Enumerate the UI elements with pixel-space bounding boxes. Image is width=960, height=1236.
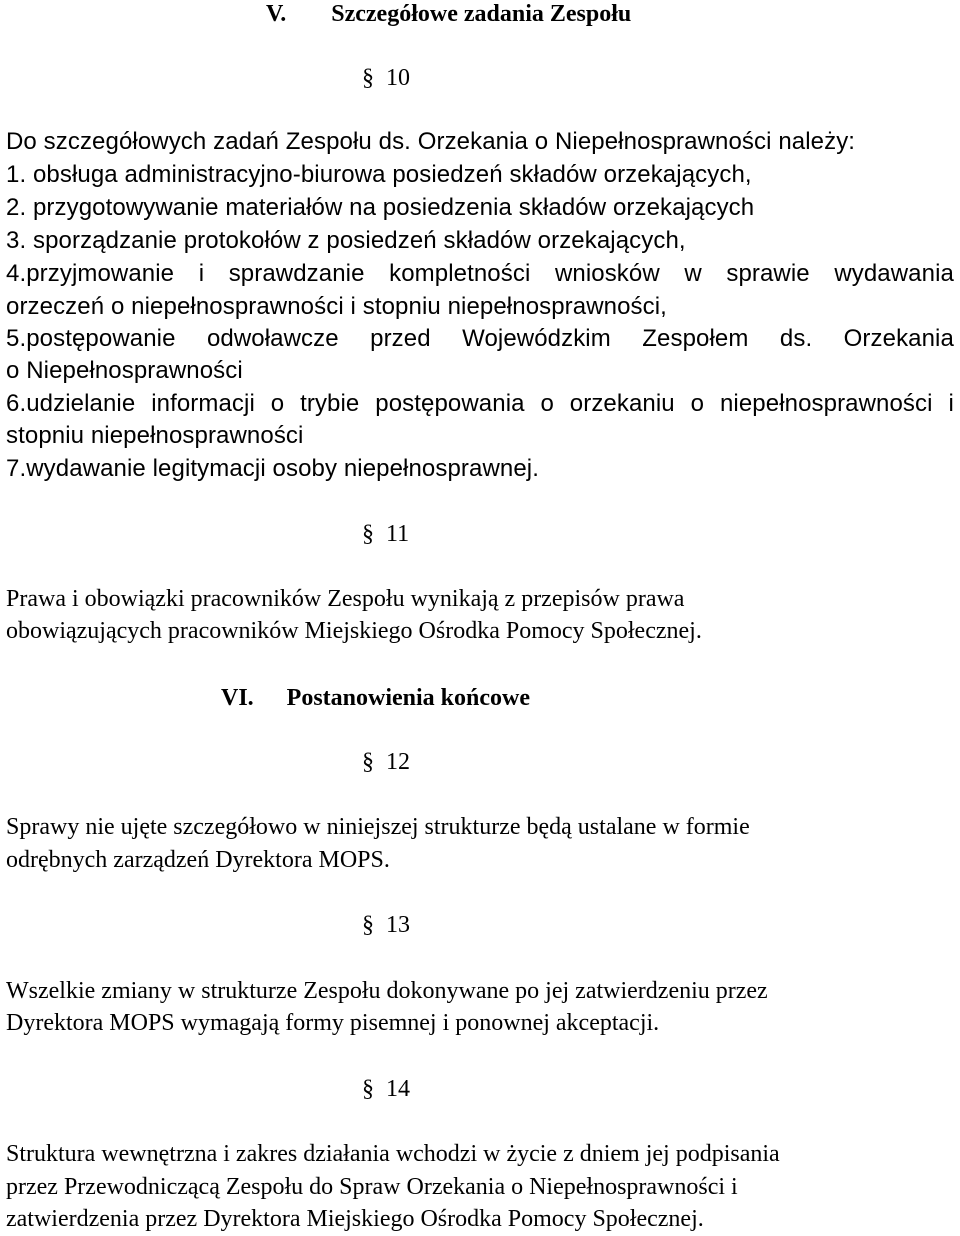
- paragraph-14-line-2: przez Przewodniczącą Zespołu do Spraw Orzekania o Niepełnosprawności i: [6, 1174, 738, 1200]
- word: w: [684, 260, 702, 287]
- word: 6.udzielanie: [6, 390, 136, 417]
- section-sign-icon: §: [362, 749, 374, 775]
- paragraph-13-marker: [362, 911, 410, 939]
- section-6-number: VI.: [221, 685, 254, 711]
- word: sprawie: [726, 260, 810, 287]
- paragraph-10-number: 10: [386, 65, 410, 91]
- paragraph-14-line-3: zatwierdzenia przez Dyrektora Miejskiego Ośrodka Pomocy Społecznej.: [6, 1206, 704, 1232]
- section-5-title: Szczegółowe zadania Zespołu: [331, 1, 632, 27]
- section-sign-icon: §: [362, 912, 374, 938]
- list-item-4-line-2: orzeczeń o niepełnosprawności i stopniu niepełnosprawności,: [6, 293, 667, 320]
- list-item-6-line-2: stopniu niepełnosprawności: [6, 422, 304, 449]
- paragraph-13-line-1: Wszelkie zmiany w strukturze Zespołu dokonywane po jej zatwierdzeniu przez: [6, 978, 768, 1004]
- word: i: [948, 390, 954, 417]
- paragraph-12-marker: [362, 748, 410, 776]
- paragraph-14-marker: [362, 1075, 410, 1103]
- paragraph-13-number: 13: [386, 912, 410, 938]
- list-item-7: 7.wydawanie legitymacji osoby niepełnosprawnej.: [6, 455, 539, 482]
- word: wydawania: [834, 260, 954, 287]
- paragraph-13-line-2: Dyrektora MOPS wymagają formy pisemnej i ponownej akceptacji.: [6, 1010, 660, 1036]
- word: Wojewódzkim: [462, 325, 611, 352]
- paragraph-12-line-2: odrębnych zarządzeń Dyrektora MOPS.: [6, 847, 390, 873]
- list-item-4-line-1: [6, 260, 954, 288]
- section-sign-icon: §: [362, 65, 374, 91]
- section-6-title: Postanowienia końcowe: [286, 685, 531, 711]
- word: odwoławcze: [206, 325, 339, 352]
- paragraph-12-line-1: Sprawy nie ujęte szczegółowo w niniejszej strukturze będą ustalane w formie: [6, 814, 750, 840]
- list-item-6-line-1: [6, 390, 954, 418]
- paragraph-10-marker: [362, 64, 410, 92]
- word: informacji: [151, 390, 255, 417]
- paragraph-11-marker: [362, 520, 409, 548]
- paragraph-11-line-2: obowiązujących pracowników Miejskiego Ośrodka Pomocy Społecznej.: [6, 618, 702, 644]
- word: postępowania: [375, 390, 525, 417]
- list-item-1: 1. obsługa administracyjno-biurowa posiedzeń składów orzekających,: [6, 161, 752, 188]
- section-6-heading: [221, 684, 530, 712]
- word: przed: [370, 325, 431, 352]
- paragraph-14-number: 14: [386, 1076, 410, 1102]
- section-sign-icon: §: [362, 521, 374, 547]
- paragraph-11-line-1: Prawa i obowiązki pracowników Zespołu wynikają z przepisów prawa: [6, 586, 685, 612]
- word: i: [198, 260, 205, 287]
- word: 5.postępowanie: [6, 325, 176, 352]
- word: orzekaniu: [569, 390, 675, 417]
- word: Zespołem: [642, 325, 749, 352]
- section-sign-icon: §: [362, 1076, 374, 1102]
- list-item-5-line-2: o Niepełnosprawności: [6, 357, 243, 384]
- word: wniosków: [554, 260, 660, 287]
- word: ds.: [779, 325, 813, 352]
- paragraph-14-line-1: Struktura wewnętrzna i zakres działania wchodzi w życie z dniem jej podpisania: [6, 1141, 780, 1167]
- word: o: [270, 390, 285, 417]
- paragraph-11-number: 11: [386, 521, 410, 547]
- paragraph-12-number: 12: [386, 749, 410, 775]
- section-5-heading: [266, 0, 631, 28]
- list-item-3: 3. sporządzanie protokołów z posiedzeń składów orzekających,: [6, 227, 686, 254]
- word: o: [540, 390, 554, 417]
- word: kompletności: [389, 260, 531, 287]
- section-5-number: V.: [266, 1, 287, 27]
- word: o: [690, 390, 705, 417]
- list-item-2: 2. przygotowywanie materiałów na posiedzenia składów orzekających: [6, 194, 755, 221]
- word: niepełnosprawności: [719, 390, 933, 417]
- paragraph-10-intro: Do szczegółowych zadań Zespołu ds. Orzekania o Niepełnosprawności należy:: [6, 128, 856, 155]
- word: Orzekania: [843, 325, 954, 352]
- list-item-5-line-1: [6, 325, 954, 353]
- word: trybie: [300, 390, 360, 417]
- word: 4.przyjmowanie: [6, 260, 175, 287]
- word: sprawdzanie: [228, 260, 365, 287]
